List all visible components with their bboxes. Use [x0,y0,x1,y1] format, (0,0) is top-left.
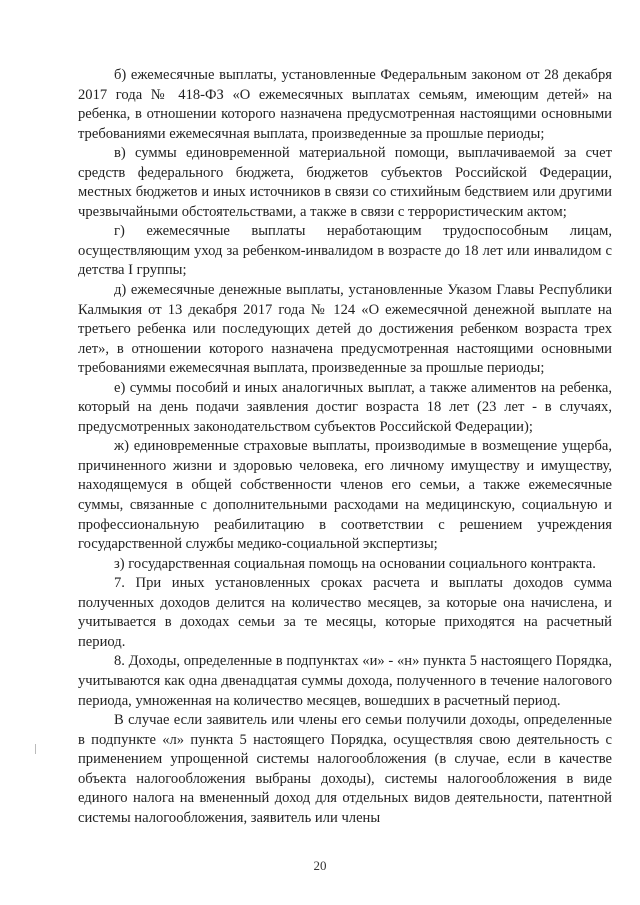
paragraph-8-income-one-twelfth: 8. Доходы, определенные в подпунктах «и» - «н» пункта 5 настоящего Порядка, учитываются как одна двенадцатая суммы дохода, полученного в течение налогового периода, умноженная на количество месяцев, вошедших в расчетный период. [78,653,612,709]
paragraph-v-one-time-material-aid: в) суммы единовременной материальной помощи, выплачиваемой за счет средств федерального бюджета, бюджетов субъектов Российской Федерации, местных бюджетов и иных источников в связи со стихийным бедствием или другими чрезвычайными обстоятельствами, а также в связи с террористическим актом; [78,145,612,220]
paragraph-g-caregiver-payments: г) ежемесячные выплаты неработающим трудоспособным лицам, осуществляющим уход за ребенком-инвалидом в возрасте до 18 лет или инвалидом с детства I группы; [78,223,612,279]
paragraph-e-benefits-and-alimony: е) суммы пособий и иных аналогичных выплат, а также алиментов на ребенка, который на день подачи заявления достиг возраста 18 лет (23 лет - в случаях, предусмотренных законодательством субъектов Российской Федерации); [78,379,612,435]
margin-mark [35,744,36,754]
paragraph-z-social-contract: з) государственная социальная помощь на основании социального контракта. [114,555,596,572]
paragraph-7-calculation-periods: 7. При иных установленных сроках расчета и выплаты доходов сумма полученных доходов делится на количество месяцев, за которые она начислена, и учитывается в доходах семьи за те месяцы, которые приходятся на расчетный период. [78,575,612,650]
paragraph-b-monthly-payments-418-fz: б) ежемесячные выплаты, установленные Федеральным законом от 28 декабря 2017 года № 418-ФЗ «О ежемесячных выплатах семьям, имеющим детей» на ребенка, в отношении которого назначена предусмотренная настоящими основными требованиями ежемесячная выплата, произведенные за прошлые периоды; [78,67,612,142]
paragraph-d-kalmykia-decree-124: д) ежемесячные денежные выплаты, установленные Указом Главы Республики Калмыкия от 13 декабря 2017 года № 124 «О ежемесячной денежной выплате на третьего ребенка или последующих детей до достижения ребенком возраста трех лет», в отношении которого назначена предусмотренная настоящими основными требованиями ежемесячная выплата, произведенные за прошлые периоды; [78,282,612,377]
page-number: 20 [313,858,327,873]
paragraph-zh-insurance-payments: ж) единовременные страховые выплаты, производимые в возмещение ущерба, причиненного жизни и здоровью человека, его личному имуществу и имуществу, находящемуся в общей собственности членов его семьи, а также ежемесячные суммы, связанные с дополнительными расходами на медицинскую, социальную и профессиональную реабилитацию в соответствии с решением учреждения государственной службы медико-социальной экспертизы; [78,438,612,553]
paragraph-simplified-taxation: В случае если заявитель или члены его семьи получили доходы, определенные в подпункте «л» пункта 5 настоящего Порядка, осуществляя свою деятельность с применением упрощенной системы налогообложения (в случае, если в качестве объекта налогообложения выбраны доходы), системы налогообложения в виде единого налога на вмененный доход для отдельных видов деятельности, патентной системы налогообложения, заявитель или члены [78,712,612,826]
document-body [78,66,612,828]
